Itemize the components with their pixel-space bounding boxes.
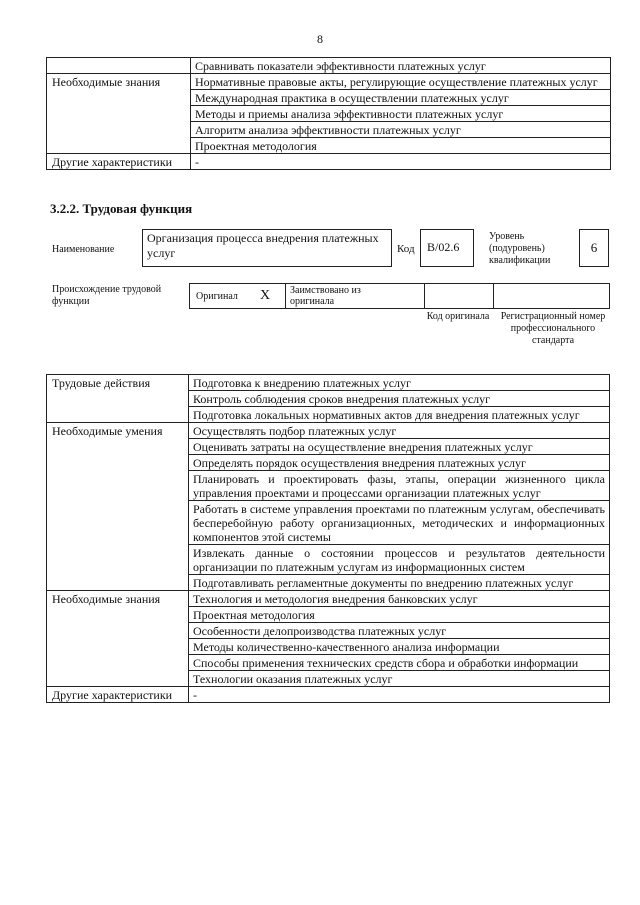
table-cell: Нормативные правовые акты, регулирующие осуществление платежных услуг	[191, 74, 611, 90]
origin-label: Происхождение трудовой функции	[52, 284, 162, 307]
other-label: Другие характеристики	[47, 154, 191, 170]
table-cell: Методы количественно-качественного анализа информации	[189, 639, 610, 655]
table-cell: -	[189, 687, 610, 703]
table-cell: Подготовка к внедрению платежных услуг	[189, 375, 610, 391]
top-table	[46, 57, 611, 170]
table-cell: Методы и приемы анализа эффективности платежных услуг	[191, 106, 611, 122]
other-label: Другие характеристики	[47, 687, 189, 703]
name-label: Наименование	[52, 244, 115, 255]
knowledge-label: Необходимые знания	[47, 74, 191, 154]
divider	[285, 284, 286, 308]
name-box	[142, 229, 392, 267]
origin-row	[189, 283, 610, 309]
code-caption: Код оригинала	[426, 311, 490, 322]
table-cell: Подготовка локальных нормативных актов для внедрения платежных услуг	[189, 407, 610, 423]
divider	[493, 284, 494, 308]
table-cell: Контроль соблюдения сроков внедрения платежных услуг	[189, 391, 610, 407]
borrowed-label: Заимствовано из оригинала	[290, 285, 361, 307]
table-cell: Проектная методология	[191, 138, 611, 154]
table-cell: Работать в системе управления проектами по платежным услугам, обеспечивать бесперебойную работу организационных, методических и информационных компонентов этой системы	[189, 501, 610, 545]
table-cell: Оценивать затраты на осуществление внедрения платежных услуг	[189, 439, 610, 455]
actions-label: Трудовые действия	[47, 375, 189, 423]
code-label: Код	[397, 243, 415, 255]
page-number: 8	[317, 32, 323, 46]
table-cell: Способы применения технических средств сбора и обработки информации	[189, 655, 610, 671]
level-value: 6	[590, 240, 598, 255]
original-label: Оригинал	[196, 291, 238, 302]
table-cell: Проектная методология	[189, 607, 610, 623]
main-table	[46, 374, 610, 703]
table-cell: Сравнивать показатели эффективности платежных услуг	[191, 58, 611, 74]
table-cell: -	[191, 154, 611, 170]
code-value: B/02.6	[427, 240, 460, 254]
table-cell: Особенности делопроизводства платежных услуг	[189, 623, 610, 639]
knowledge-label: Необходимые знания	[47, 591, 189, 687]
table-cell: Технология и методология внедрения банковских услуг	[189, 591, 610, 607]
table-cell: Технологии оказания платежных услуг	[189, 671, 610, 687]
name-value: Организация процесса внедрения платежных услуг	[147, 231, 379, 260]
table-cell: Осуществлять подбор платежных услуг	[189, 423, 610, 439]
table-cell: Подготавливать регламентные документы по внедрению платежных услуг	[189, 575, 610, 591]
skills-label: Необходимые умения	[47, 423, 189, 591]
table-cell: Алгоритм анализа эффективности платежных услуг	[191, 122, 611, 138]
table-cell: Извлекать данные о состоянии процессов и результатов деятельности организации по платежным услугам из информационных систем	[189, 545, 610, 575]
level-box	[579, 229, 609, 267]
divider	[424, 284, 425, 308]
code-box	[420, 229, 474, 267]
original-mark: X	[260, 288, 271, 303]
level-label: Уровень (подуровень) квалификации	[489, 231, 551, 266]
reg-caption: Регистрационный номер профессионального стандарта	[500, 311, 606, 346]
table-cell: Определять порядок осуществления внедрения платежных услуг	[189, 455, 610, 471]
table-cell: Планировать и проектировать фазы, этапы, операции жизненного цикла управления проектами и процессами организации платежных услуг	[189, 471, 610, 501]
table-cell: Международная практика в осуществлении платежных услуг	[191, 90, 611, 106]
section-heading: 3.2.2. Трудовая функция	[50, 201, 193, 216]
